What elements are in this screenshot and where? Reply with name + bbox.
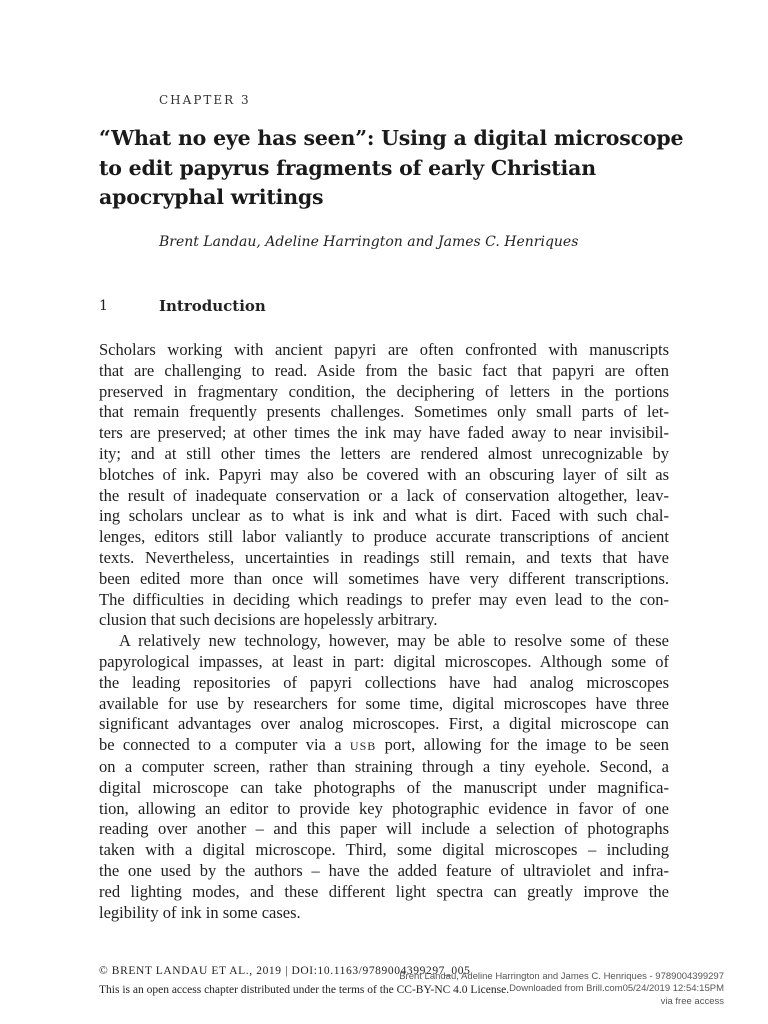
text-line: digital microscope can take photographs of the manuscript under magnifica- [99, 777, 669, 797]
usb-line-after: port, allowing for the image to be seen [376, 735, 669, 755]
text-line: ing scholars unclear as to what is ink and what is dirt. Faced with such chal- [99, 506, 669, 526]
text-line: reading over another – and this paper will include a selection of photographs [99, 819, 669, 839]
body-text [99, 340, 669, 923]
text-line: lenges, editors still labor valiantly to produce accurate transcriptions of ancient [99, 527, 669, 547]
usb-small-caps: USB [349, 739, 377, 754]
authors: Brent Landau, Adeline Harrington and James C. Henriques [159, 234, 579, 250]
usb-line-before: be connected to a computer via a [99, 735, 350, 755]
text-line: texts. Nevertheless, uncertainties in readings still remain, and texts that have [99, 547, 669, 567]
text-line: clusion that such decisions are hopelessly arbitrary. [99, 610, 438, 630]
text-line: available for use by researchers for some time, digital microscopes have three [99, 693, 669, 713]
text-line: that remain frequently presents challenges. Sometimes only small parts of let- [99, 402, 669, 422]
chapter-label: CHAPTER 3 [159, 93, 251, 107]
text-line: The difficulties in deciding which readings to prefer may even lead to the con- [99, 589, 669, 609]
text-line: ity; and at still other times the letters are rendered almost unrecognizable by [99, 443, 669, 463]
text-line: the result of inadequate conservation or a lack of conservation altogether, leav- [99, 485, 669, 505]
paragraph-2 [99, 631, 669, 735]
paragraph-2-rest [99, 757, 669, 923]
download-watermark [399, 971, 724, 1008]
text-line: red lighting modes, and these different light spectra can greatly improve the [99, 881, 669, 901]
text-line: legibility of ink in some cases. [99, 902, 301, 922]
section-title: Introduction [159, 297, 266, 315]
watermark-line: Brent Landau, Adeline Harrington and James C. Henriques - 9789004399297 [399, 971, 724, 982]
text-line: been edited more than once will sometimes have very different transcriptions. [99, 568, 669, 588]
text-line: the one used by the authors – have the added feature of ultraviolet and infra- [99, 860, 669, 880]
text-line: blotches of ink. Papyri may also be covered with an obscuring layer of silt as [99, 464, 669, 484]
usb-line [99, 735, 669, 757]
footer-license: This is an open access chapter distributed under the terms of the CC-BY-NC 4.0 License. [99, 984, 510, 996]
text-line: taken with a digital microscope. Third, some digital microscopes – including [99, 840, 669, 860]
text-line: the leading repositories of papyri collections have had analog microscopes [99, 672, 669, 692]
text-line: significant advantages over analog microscopes. First, a digital microscope can [99, 714, 669, 734]
text-line: A relatively new technology, however, may be able to resolve some of these [119, 631, 669, 651]
section-number: 1 [99, 298, 108, 314]
text-line: Scholars working with ancient papyri are often confronted with manuscripts [99, 340, 669, 359]
text-line: on a computer screen, rather than straining through a tiny eyehole. Second, a [99, 756, 669, 776]
text-line: ters are preserved; at other times the ink may have faded away to near invisibil- [99, 423, 669, 443]
watermark-line: via free access [660, 995, 724, 1007]
text-line: papyrological impasses, at least in part: digital microscopes. Although some of [99, 651, 669, 671]
text-line: preserved in fragmentary condition, the deciphering of letters in the portions [99, 381, 669, 401]
footer-rights: © BRENT LANDAU ET AL., 2019 | DOI:10.1163/9789004399297_005 [99, 965, 471, 977]
chapter-title: “What no eye has seen”: Using a digital microscope to edit papyrus fragments of early Christian apocryphal writings [99, 126, 684, 209]
watermark-line: Downloaded from Brill.com05/24/2019 12:54:15PM [509, 983, 724, 995]
paragraph-1 [99, 340, 669, 631]
text-line: that are challenging to read. Aside from the basic fact that papyri are often [99, 360, 669, 380]
text-line: tion, allowing an editor to provide key photographic evidence in favor of one [99, 798, 669, 818]
